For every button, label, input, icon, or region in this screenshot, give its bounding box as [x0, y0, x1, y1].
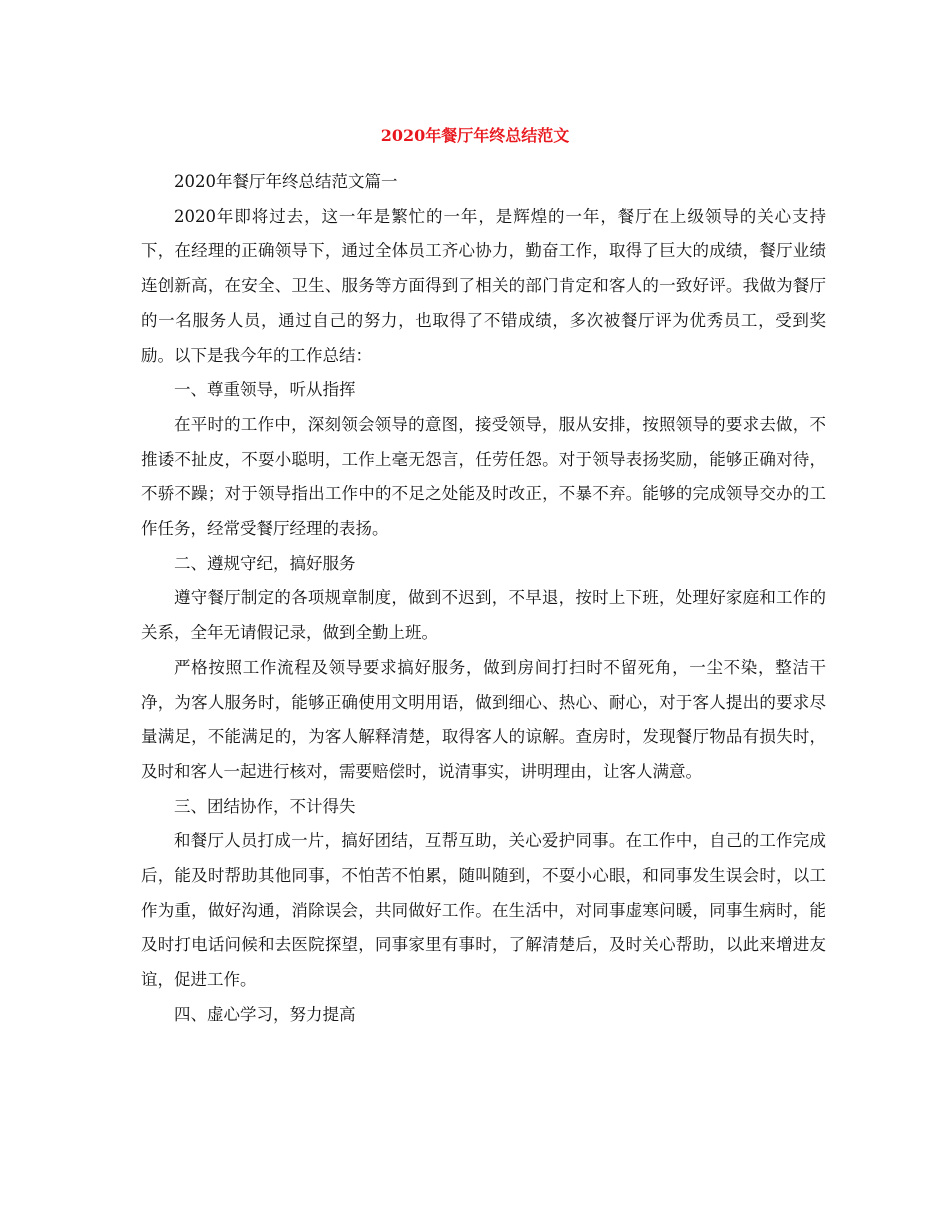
- document-body: [141, 165, 826, 1033]
- paragraph-section-2a: 遵守餐厅制定的各项规章制度，做到不迟到，不早退，按时上下班，处理好家庭和工作的关系，全年无请假记录，做到全勤上班。: [141, 588, 826, 643]
- heading-section-3: 三、团结协作，不计得失: [174, 796, 356, 816]
- paragraph-section-1: 在平时的工作中，深刻领会领导的意图，接受领导，服从安排，按照领导的要求去做，不推诿不扯皮，不耍小聪明，工作上毫无怨言，任劳任怨。对于领导表扬奖励，能够正确对待，不骄不躁；对于领导指出工作中的不足之处能及时改正，不暴不弃。能够的完成领导交办的工作任务，经常受餐厅经理的表扬。: [141, 414, 826, 539]
- heading-section-1: 一、尊重领导，听从指挥: [174, 380, 356, 400]
- heading-section-2: 二、遵规守纪，搞好服务: [174, 553, 356, 573]
- paragraph-section-2b: 严格按照工作流程及领导要求搞好服务，做到房间打扫时不留死角，一尘不染，整洁干净，为客人服务时，能够正确使用文明用语，做到细心、热心、耐心，对于客人提出的要求尽量满足，不能满足的，为客人解释清楚，取得客人的谅解。查房时，发现餐厅物品有损失时，及时和客人一起进行核对，需要赔偿时，说清事实，讲明理由，让客人满意。: [141, 657, 826, 781]
- document-title: 2020年餐厅年终总结范文: [380, 126, 570, 145]
- paragraph-intro: 2020年即将过去，这一年是繁忙的一年，是辉煌的一年，餐厅在上级领导的关心支持下，在经理的正确领导下，通过全体员工齐心协力，勤奋工作，取得了巨大的成绩，餐厅业绩连创新高，在安全、卫生、服务等方面得到了相关的部门肯定和客人的一致好评。我做为餐厅的一名服务人员，通过自己的努力，也取得了不错成绩，多次被餐厅评为优秀员工，受到奖励。以下是我今年的工作总结：: [141, 206, 826, 365]
- paragraph-section-3: 和餐厅人员打成一片，搞好团结，互帮互助，关心爱护同事。在工作中，自己的工作完成后，能及时帮助其他同事，不怕苦不怕累，随叫随到，不耍小心眼，和同事发生误会时，以工作为重，做好沟通，消除误会，共同做好工作。在生活中，对同事虚寒问暖，同事生病时，能及时打电话问候和去医院探望，同事家里有事时，了解清楚后，及时关心帮助，以此来增进友谊，促进工作。: [141, 831, 826, 990]
- heading-section-4: 四、虚心学习，努力提高: [174, 1004, 356, 1024]
- section-subtitle: 2020年餐厅年终总结范文篇一: [174, 172, 398, 191]
